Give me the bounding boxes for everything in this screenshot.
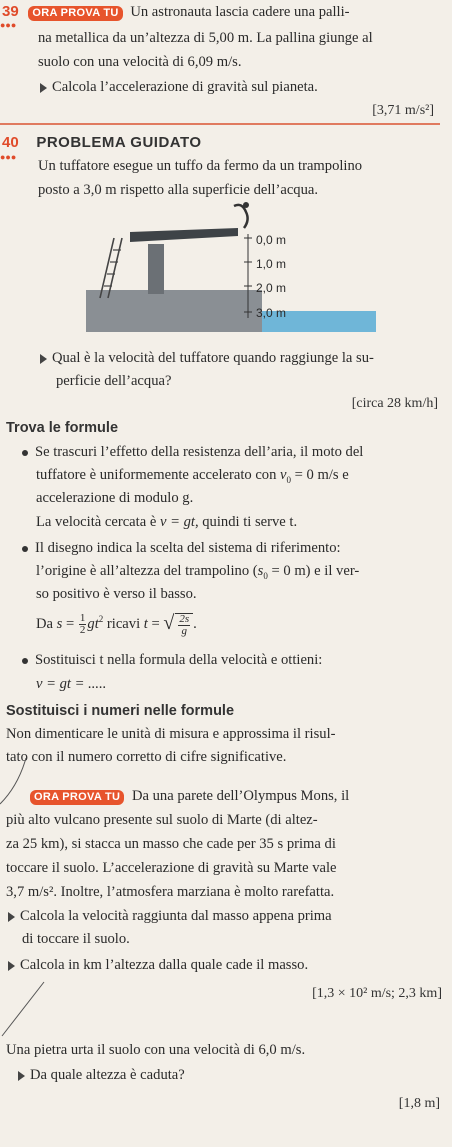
math-equation: v = gt: [159, 514, 195, 530]
fraction: $\frac{1}{2}$: [79, 612, 86, 637]
text-line: 3,7 m/s². Inoltre, l’atmosfera marziana è molto rarefatta.: [6, 884, 335, 900]
margin-curve-decoration: [0, 978, 46, 1038]
square-root: √ $\frac{2s}{g}$: [163, 613, 193, 637]
question: [40, 77, 318, 98]
bullet-dot-icon: [22, 546, 28, 552]
bullet-2: [22, 538, 341, 559]
problem-40-title: [2, 132, 202, 154]
ora-prova-tu-badge: ORA PROVA TU: [30, 790, 124, 805]
triangle-bullet-icon: [8, 961, 15, 971]
diving-board-illustration: [86, 198, 376, 338]
question-text: Qual è la velocità del tuffatore quando raggiunge la su-: [52, 350, 374, 366]
problem-41-first-line: [30, 786, 349, 807]
diving-figure: [86, 198, 376, 338]
math-symbol: v: [280, 467, 287, 483]
text-line: Il disegno indica la scelta del sistema di riferimento:: [35, 540, 341, 556]
ora-prova-tu-badge: ORA PROVA TU: [28, 6, 122, 21]
text-line: perficie dell’acqua?: [56, 373, 172, 389]
answer: [1,8 m]: [398, 1096, 440, 1111]
question-text: Calcola in km l’altezza dalla quale cade il masso.: [20, 957, 309, 973]
section-heading: Sostituisci i numeri nelle formule: [6, 703, 235, 719]
text-line: Un astronauta lascia cadere una palli-: [130, 4, 350, 20]
text-line: toccare il suolo. L’accelerazione di gravità su Marte vale: [6, 860, 337, 876]
text-line: Non dimenticare le unità di misura e approssima il risul-: [6, 726, 336, 742]
text-line: più alto vulcano presente sul suolo di Marte (di altez-: [6, 812, 318, 828]
text-fragment: = 0 m) e il ver-: [267, 563, 360, 579]
text-fragment: , quindi ti serve t.: [194, 514, 298, 530]
axis-label: 0,0 m: [256, 233, 287, 247]
text-line: so positivo è verso il basso.: [36, 586, 197, 602]
text-line: suolo con una velocità di 6,09 m/s.: [38, 54, 242, 70]
axis-label: 1,0 m: [256, 257, 287, 271]
text-fragment: Da: [36, 615, 57, 632]
text-line: posto a 3,0 m rispetto alla superficie dell’acqua.: [38, 182, 319, 198]
difficulty-dots-icon: ●●●: [0, 152, 17, 162]
text-line: Una pietra urta il suolo con una velocità di 6,0 m/s.: [6, 1042, 306, 1058]
triangle-bullet-icon: [8, 912, 15, 922]
math-subscript: 0: [263, 570, 268, 581]
question-text: Calcola la velocità raggiunta dal masso appena prima: [20, 908, 332, 924]
question: [8, 955, 308, 976]
guided-problem-title: PROBLEMA GUIDATO: [36, 134, 202, 151]
margin-curve-decoration: [0, 756, 30, 806]
question: [40, 348, 374, 369]
question-text: Da quale altezza è caduta?: [30, 1067, 185, 1083]
bullet-dot-icon: [22, 450, 28, 456]
text-line: Da una parete dell’Olympus Mons, il: [131, 788, 350, 804]
formula-line: Da s = $\frac{1}{2}$ $gt^2$ ricavi t = √ $\frac{2s}{g}$ .: [36, 611, 197, 637]
text-line: Sostituisci t nella formula della velocità e ottieni:: [35, 652, 323, 668]
question: [18, 1065, 185, 1086]
divider: [0, 123, 440, 125]
text-fragment: = 0 m/s e: [291, 467, 349, 483]
bullet-dot-icon: [22, 658, 28, 664]
bullet-3: [22, 650, 322, 671]
text-line: Se trascuri l’effetto della resistenza dell’aria, il moto del: [35, 444, 364, 460]
formula-line: v = gt = .....: [36, 676, 107, 692]
text-fragment: ricavi: [103, 615, 144, 632]
bullet-1: [22, 442, 363, 463]
problem-number: 39: [2, 3, 19, 20]
answer: [1,3 × 10² m/s; 2,3 km]: [312, 986, 442, 1001]
section-heading: Trova le formule: [6, 420, 119, 436]
text-line: [36, 512, 297, 533]
text-line: accelerazione di modulo g.: [36, 490, 194, 506]
text-fragment: La velocità cercata è: [36, 514, 160, 530]
answer: [circa 28 km/h]: [351, 396, 438, 411]
answer: [3,71 m/s²]: [372, 103, 434, 118]
axis-label: 3,0 m: [256, 306, 287, 320]
question-text: Calcola l’accelerazione di gravità sul pianeta.: [52, 79, 318, 95]
text-line: di toccare il suolo.: [22, 931, 130, 947]
problem-39-first-line: [2, 1, 350, 23]
text-line: Un tuffatore esegue un tuffo da fermo da un trampolino: [38, 158, 363, 174]
difficulty-dots-icon: ●●●: [0, 20, 17, 30]
problem-number: 40: [2, 134, 19, 151]
math-symbol: s: [257, 563, 264, 579]
text-fragment: l’origine è all’altezza del trampolino (: [36, 563, 258, 579]
triangle-bullet-icon: [40, 83, 47, 93]
math-subscript: 0: [286, 474, 292, 485]
triangle-bullet-icon: [18, 1071, 25, 1081]
triangle-bullet-icon: [40, 354, 47, 364]
axis-label: 2,0 m: [256, 281, 287, 295]
text-line: za 25 km), si stacca un masso che cade per 35 s prima di: [6, 836, 336, 852]
text-line: na metallica da un’altezza di 5,00 m. La pallina giunge al: [38, 30, 373, 46]
text-fragment: tuffatore è uniformemente accelerato con: [36, 467, 281, 483]
question: [8, 906, 332, 927]
text-line: tato con il numero corretto di cifre significative.: [6, 749, 287, 765]
